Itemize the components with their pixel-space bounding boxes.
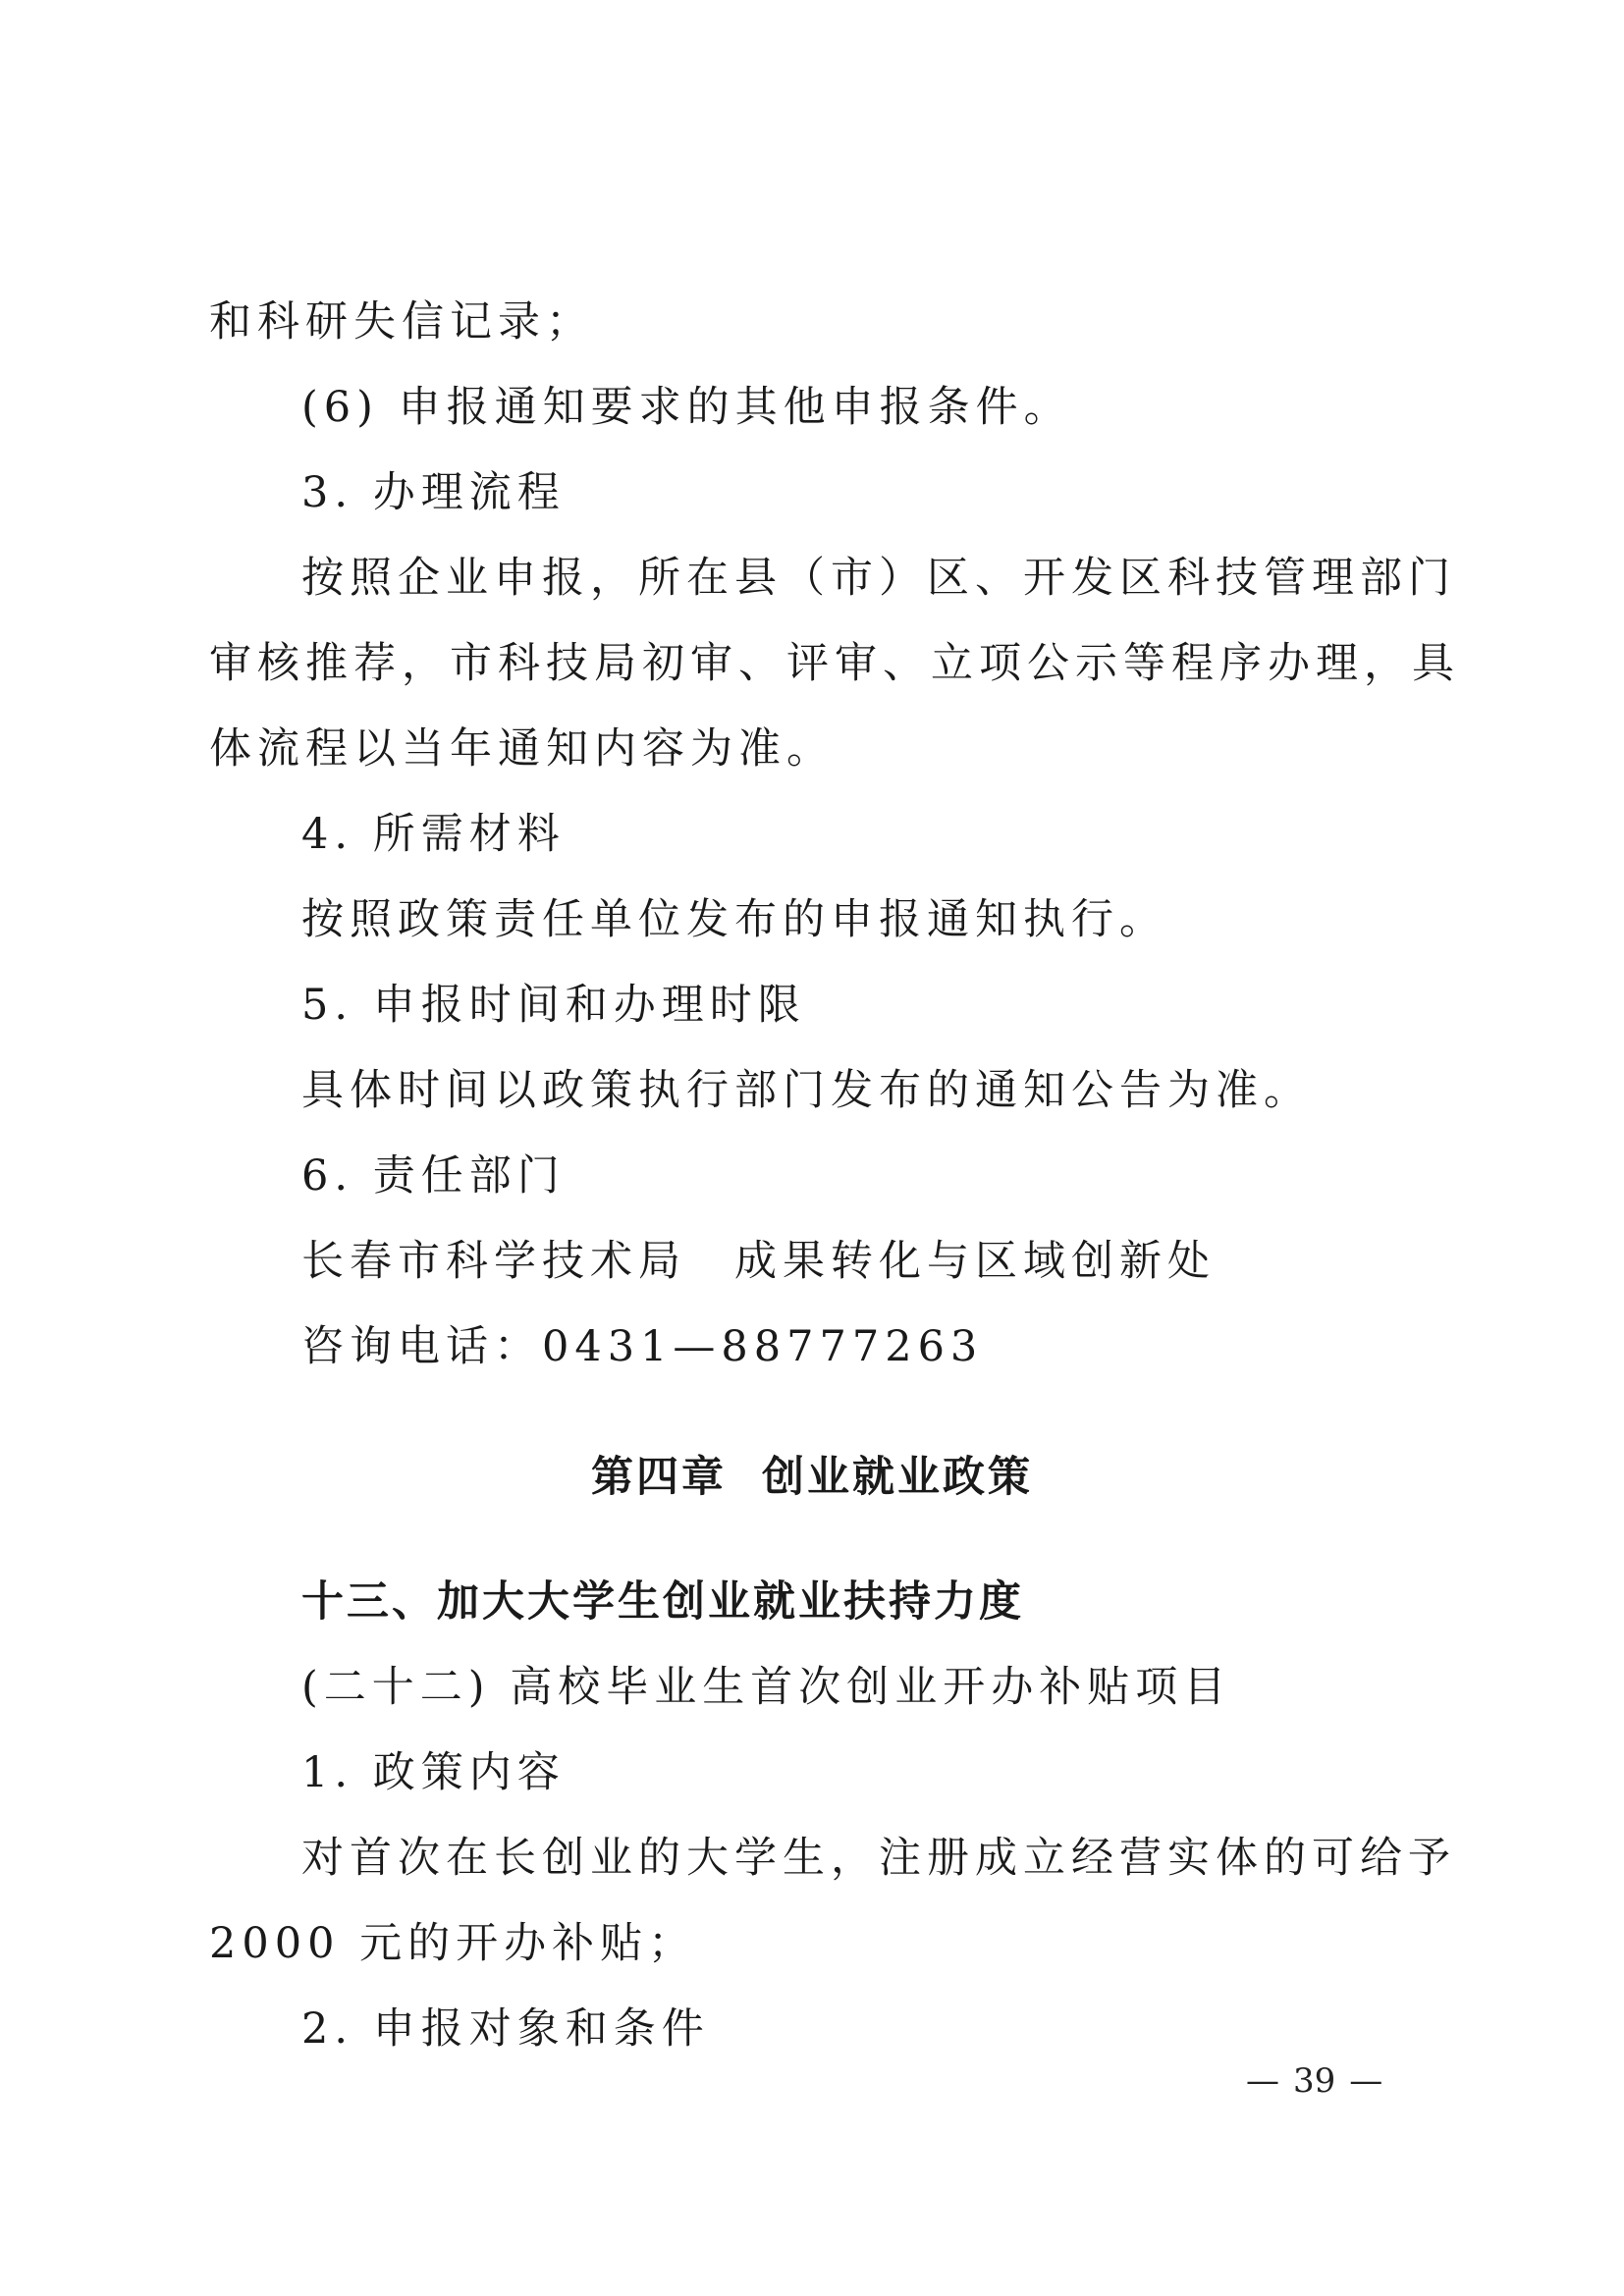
body-line: 体流程以当年通知内容为准。 (209, 724, 835, 774)
body-line: 具体时间以政策执行部门发布的通知公告为准。 (301, 1066, 1312, 1115)
chapter-name: 创业就业政策 (762, 1453, 1033, 1502)
body-line: 对首次在长创业的大学生，注册成立经营实体的可给予 (301, 1834, 1456, 1883)
page-number-value: 39 (1293, 2061, 1336, 2101)
body-line: 按照政策责任单位发布的申报通知执行。 (301, 895, 1167, 944)
body-line: 3. 办理流程 (301, 468, 566, 517)
section-heading: 十三、加大大学生创业就业扶持力度 (301, 1577, 1024, 1627)
chapter-title (0, 1448, 1624, 1507)
body-line: 4. 所需材料 (301, 810, 566, 859)
body-line: 和科研失信记录； (209, 297, 594, 347)
body-line: 5. 申报时间和办理时限 (301, 981, 806, 1030)
body-line: 1. 政策内容 (301, 1748, 566, 1797)
page-number (1232, 2059, 1396, 2103)
body-line: 长春市科学技术局 成果转化与区域创新处 (301, 1237, 1216, 1286)
body-line: 6. 责任部门 (301, 1151, 566, 1201)
page-number-dash-right: — (1349, 2061, 1383, 2101)
body-line: 咨询电话：0431—88777263 (301, 1322, 984, 1371)
item-heading: (二十二) 高校毕业生首次创业开办补贴项目 (301, 1663, 1232, 1712)
body-line: 2000 元的开办补贴； (209, 1919, 697, 1968)
page-number-dash-left: — (1246, 2061, 1279, 2101)
body-line: 按照企业申报，所在县（市）区、开发区科技管理部门 (301, 554, 1456, 603)
chapter-number: 第四章 (591, 1453, 727, 1502)
body-line: (6) 申报通知要求的其他申报条件。 (301, 383, 1072, 432)
body-line: 审核推荐，市科技局初审、评审、立项公示等程序办理，具 (209, 639, 1460, 688)
body-line: 2. 申报对象和条件 (301, 2004, 710, 2054)
